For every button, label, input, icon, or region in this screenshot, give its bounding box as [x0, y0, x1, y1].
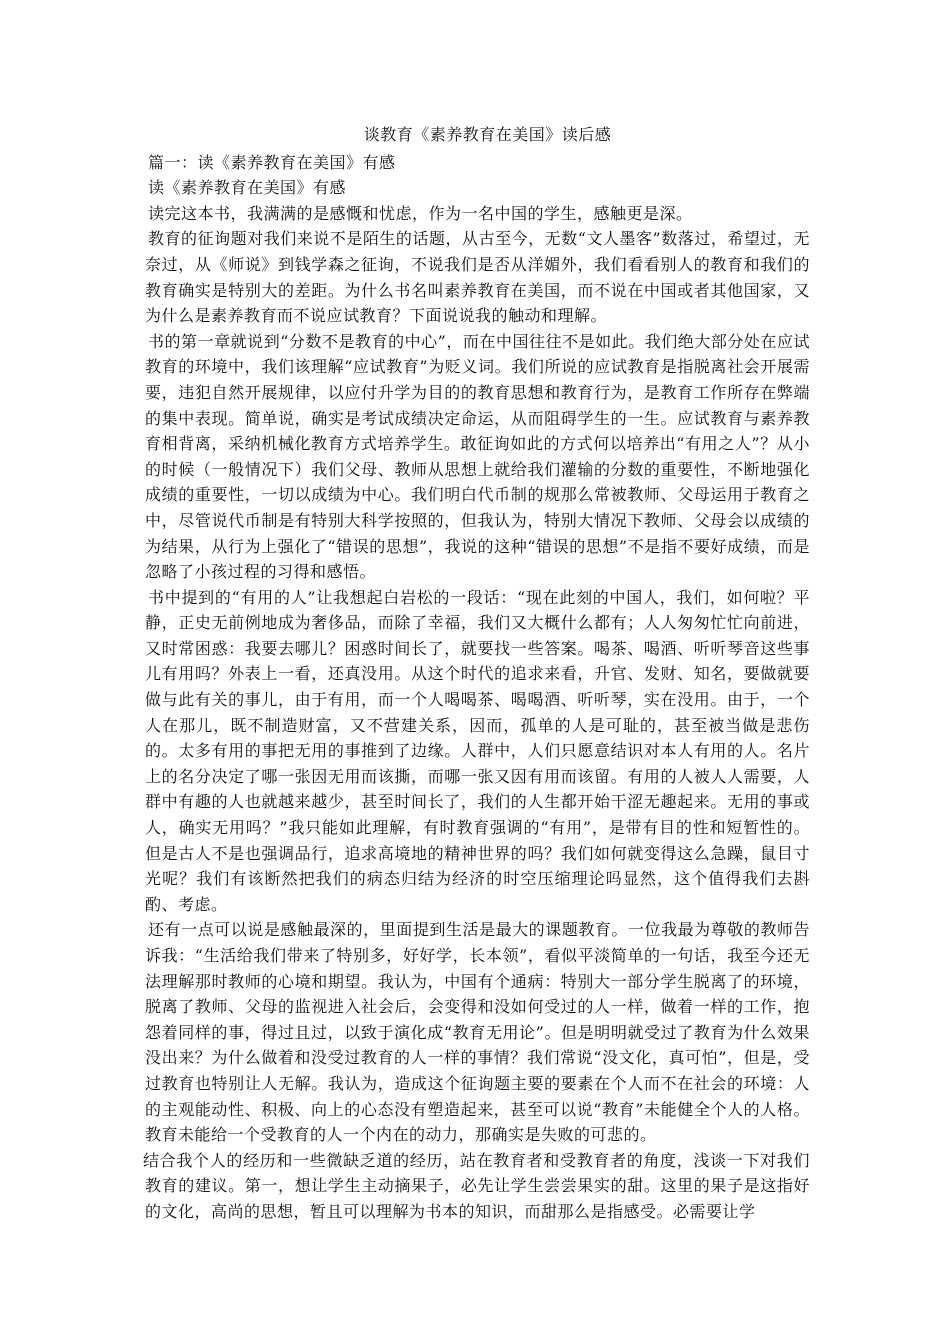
paragraph-5: 还有一点可以说是感触最深的，里面提到生活是最大的课题教育。一位我最为尊敬的教师告诉我：“生活给我们带来了特别多，好好学，长本领”，看似平淡简单的一句话，我至今还无法理解那时教师的心境和期望。我认为，中国有个通病：特别大一部分学生脱离了的环境，脱离了教师、父母的监视进入社会后，会变得和没如何受过的人一样，做着一样的工作，抱怨着同样的事，得过且过，以致于演化成“教育无用论”。但是明明就受过了教育为什么效果没出来？为什么做着和没受过教育的人一样的事情？我们常说“没文化，真可怕”，但是，受过教育也特别让人无解。我认为，造成这个征询题主要的要素在个人而不在社会的环境：人的主观能动性、积极、向上的心态没有塑造起来，甚至可以说“教育”未能健全个人的人格。教育未能给一个受教育的人一个内在的动力，那确实是失败的可悲的。 [145, 920, 810, 1145]
document-title: 谈教育《素养教育在美国》读后感 [363, 125, 612, 144]
section-heading: 篇一：读《素养教育在美国》有感 [148, 152, 396, 172]
document-body [145, 122, 810, 1225]
sub-heading: 读《素养教育在美国》有感 [148, 178, 347, 198]
paragraph-6: 结合我个人的经历和一些微缺乏道的经历，站在教育者和受教育者的角度，浅谈一下对我们教育的建议。第一，想让学生主动摘果子，必先让学生尝尝果实的甜。这里的果子是这指好的文化，高尚的思想，暂且可以理解为书本的知识，而甜那么是指感受。必需要让学 [143, 1150, 810, 1221]
paragraph-3: 书的第一章就说到“分数不是教育的中心”，而在中国往往不是如此。我们绝大部分处在应试教育的环境中，我们该理解“应试教育”为贬义词。我们所说的应试教育是指脱离社会开展需要，违犯自然开展规律，以应付升学为目的的教育思想和教育行为，是教育工作所存在弊端的集中表现。简单说，确实是考试成绩决定命运，从而阻碍学生的一生。应试教育与素养教育相背离，采纳机械化教育方式培养学生。敢征询如此的方式何以培养出“有用之人”？从小的时候（一般情况下）我们父母、教师从思想上就给我们灌输的分数的重要性，不断地强化成绩的重要性，一切以成绩为中心。我们明白代币制的规那么常被教师、父母运用于教育之中，尽管说代币制是有特别大科学按照的，但我认为，特别大情况下教师、父母会以成绩的为结果，从行为上强化了“错误的思想”，我说的这种“错误的思想”不是指不要好成绩，而是忽略了小孩过程的习得和感悟。 [145, 331, 810, 582]
paragraph-2: 教育的征询题对我们来说不是陌生的话题，从古至今，无数“文人墨客”数落过，希望过，无奈过，从《师说》到钱学森之征询，不说我们是否从洋媚外，我们看看别人的教育和我们的教育确实是特别大的差距。为什么书名叫素养教育在美国，而不说在中国或者其他国家，又为什么是素养教育而不说应试教育？下面说说我的触动和理解。 [145, 229, 810, 326]
paragraph-4: 书中提到的“有用的人”让我想起白岩松的一段话：“现在此刻的中国人，我们，如何啦？平静，正史无前例地成为奢侈品，而除了幸福，我们又大概什么都有；人人匆匆忙忙向前进，又时常困惑：我要去哪儿？困惑时间长了，就要找一些答案。喝茶、喝酒、听听琴音这些事儿有用吗？外表上一看，还真没用。从这个时代的追求来看，升官、发财、知名，要做就要做与此有关的事儿，由于有用，而一个人喝喝茶、喝喝酒、听听琴，实在没用。由于，一个人在那儿，既不制造财富，又不营建关系，因而，孤单的人是可耻的，甚至被当做是悲伤的。太多有用的事把无用的事推到了边缘。人群中，人们只愿意结识对本人有用的人。名片上的名分决定了哪一张因无用而该撕，而哪一张又因有用而该留。有用的人被人人需要，人群中有趣的人也就越来越少，甚至时间长了，我们的人生都开始干涩无趣起来。无用的事或人，确实无用吗？”我只能如此理解，有时教育强调的“有用”，是带有目的性和短暂性的。但是古人不是也强调品行，追求高境地的精神世界的吗？我们如何就变得这么急躁，鼠目寸光呢？我们有该断然把我们的病态归结为经济的时空压缩理论吗显然，这个值得我们去斟酌、考虑。 [145, 587, 810, 914]
paragraph-1: 读完这本书，我满满的是感慨和忧虑，作为一名中国的学生，感触更是深。 [148, 203, 693, 223]
